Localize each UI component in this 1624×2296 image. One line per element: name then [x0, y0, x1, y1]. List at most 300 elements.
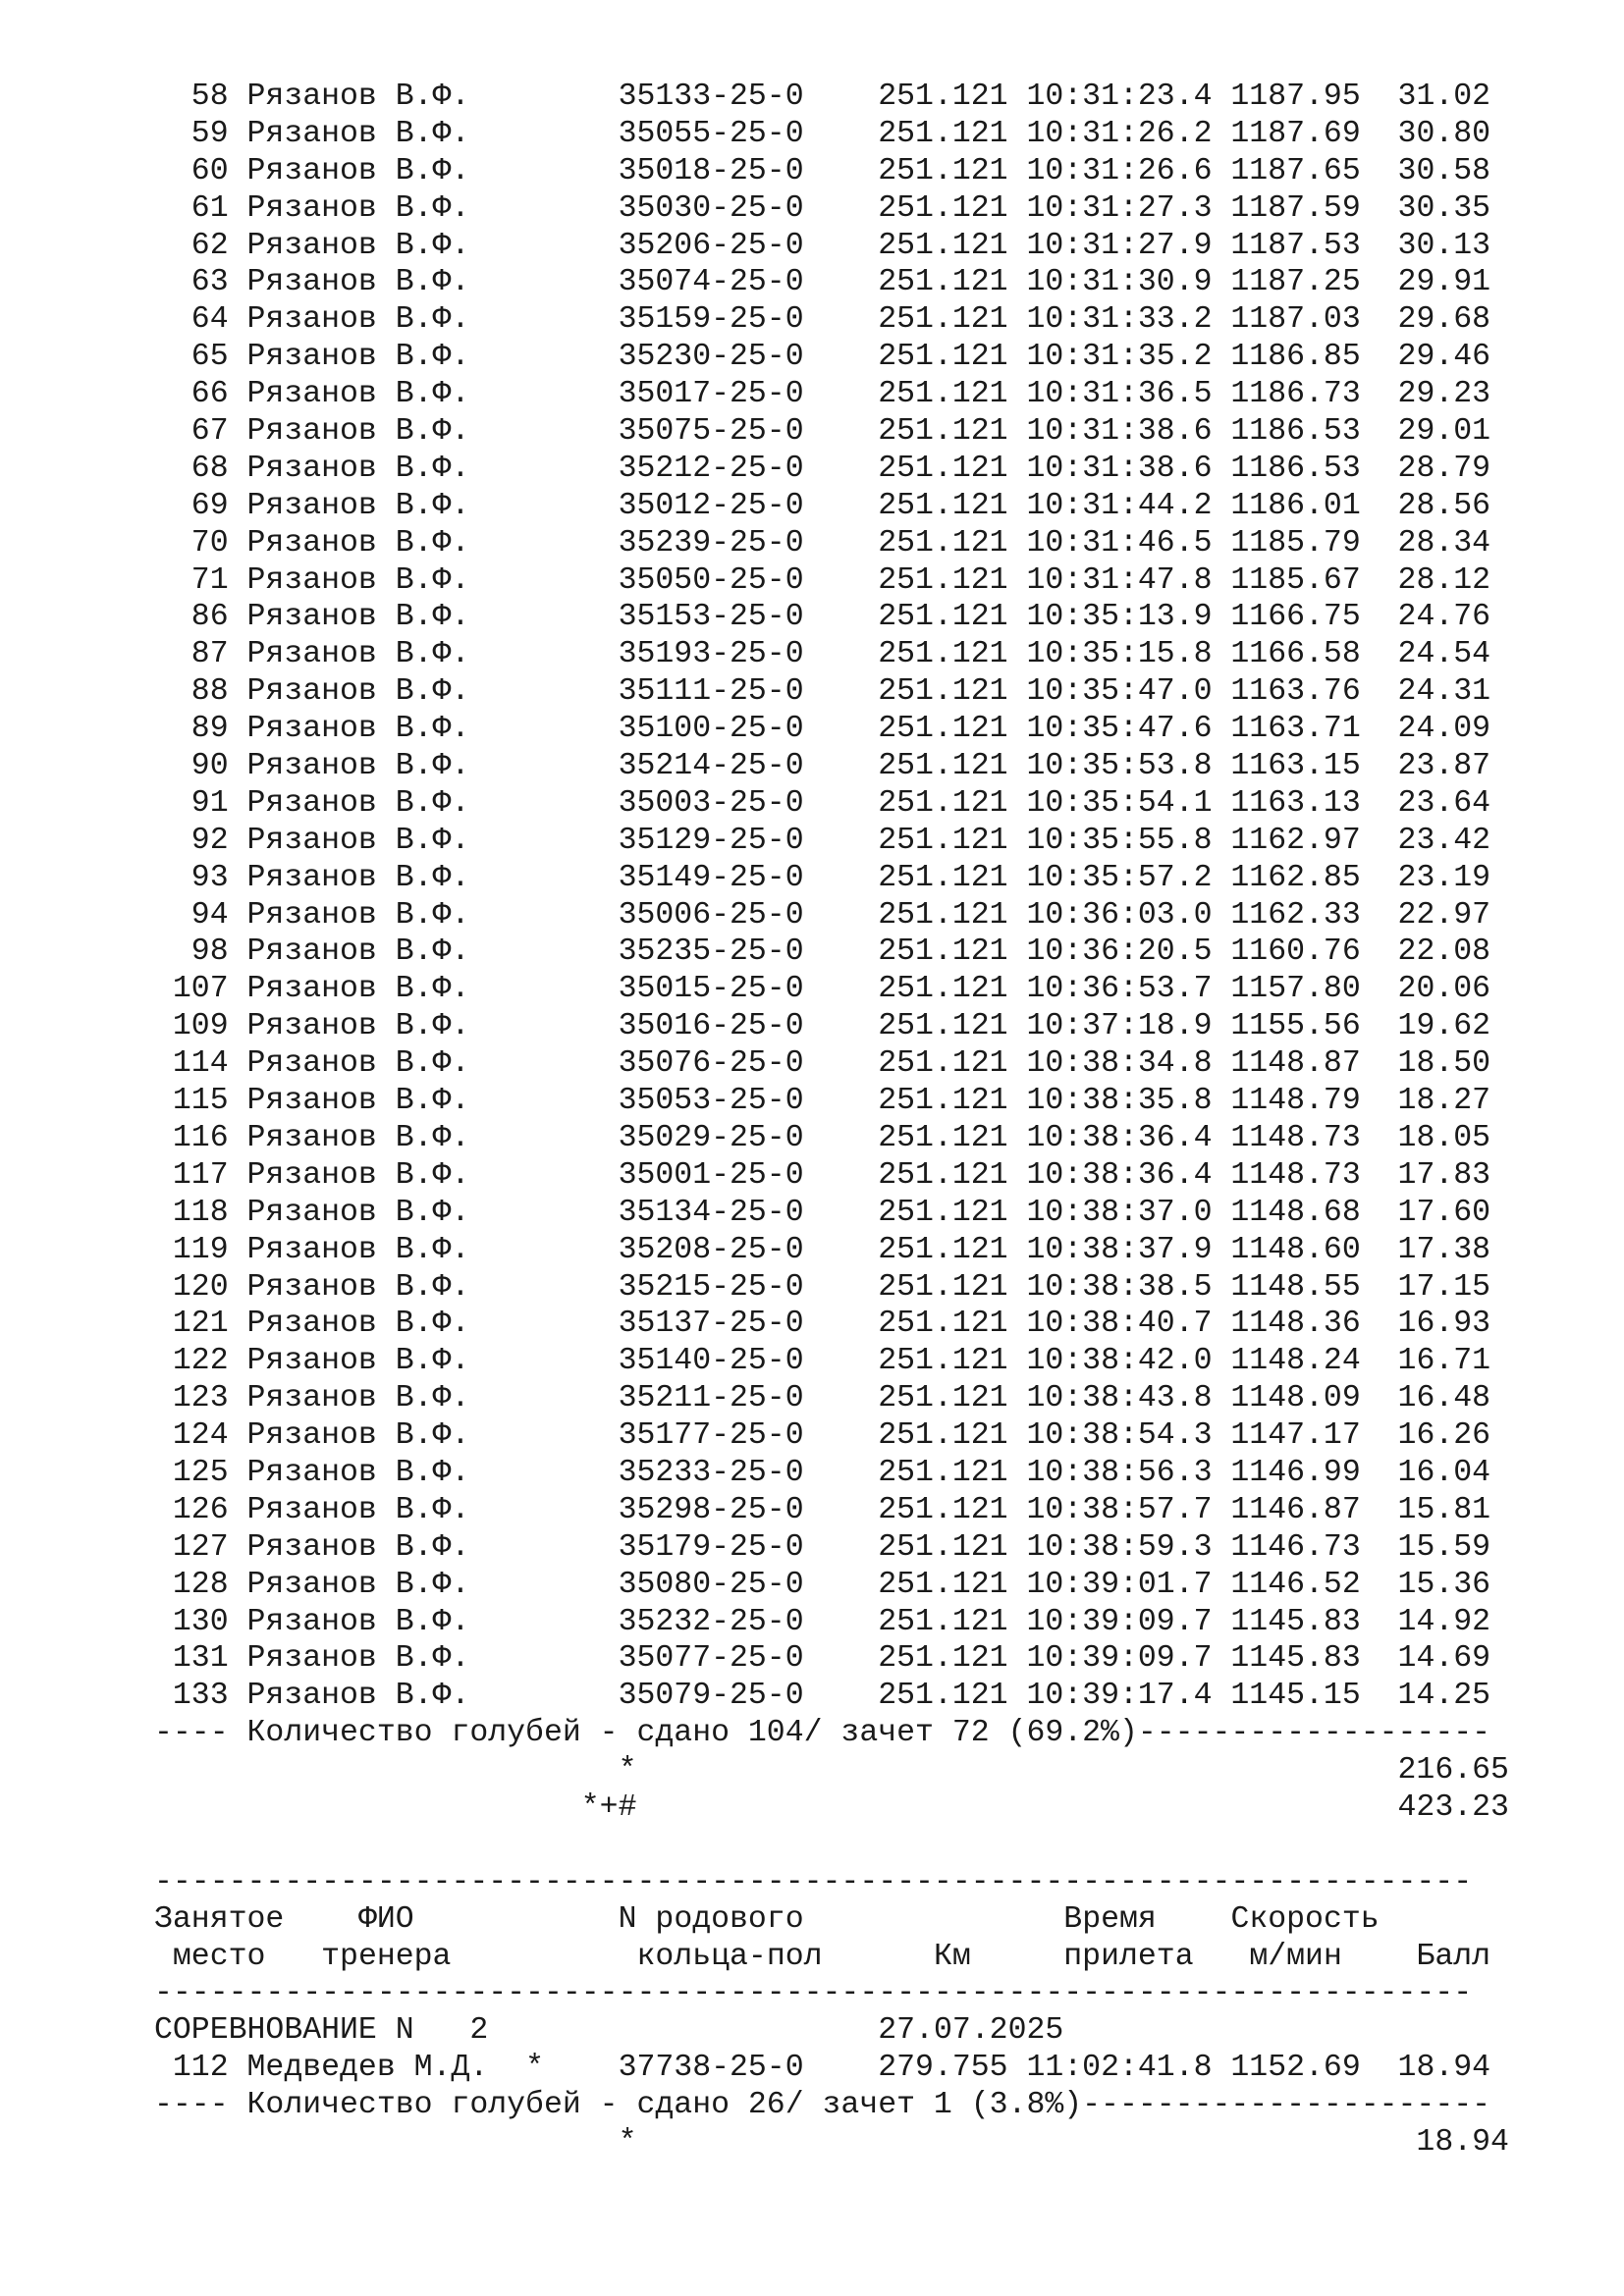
arrival-cell: 10:35:13.9: [1026, 600, 1231, 635]
header-ring-2: кольца-пол: [636, 1939, 823, 1974]
trainer-cell: Рязанов В.Ф.: [246, 265, 619, 300]
summary-starplus-line: [154, 1789, 1509, 1827]
header-speed-2: м/мин: [1249, 1939, 1342, 1974]
ring-cell: 35208-25-0: [618, 1232, 879, 1267]
arrival-cell: 10:39:09.7: [1026, 1641, 1231, 1677]
points-cell: 15.59: [1379, 1529, 1491, 1565]
distance-cell: 251.121: [878, 1120, 1027, 1155]
points-cell: 17.38: [1379, 1232, 1491, 1267]
header-place: Занятое: [154, 1901, 285, 1937]
trainer-cell: Рязанов В.Ф.: [246, 1418, 619, 1454]
speed-cell: 1148.79: [1230, 1084, 1380, 1119]
distance-cell: 251.121: [878, 414, 1027, 450]
trainer-cell: Рязанов В.Ф.: [246, 1195, 619, 1230]
table-row: [154, 451, 1509, 488]
competition-summary-star-line: [154, 2124, 1509, 2162]
ring-cell: 35215-25-0: [618, 1269, 879, 1305]
place-cell: 98: [154, 934, 247, 970]
arrival-cell: 10:38:42.0: [1026, 1344, 1231, 1379]
distance-cell: 251.121: [878, 1567, 1027, 1602]
competition-table: [154, 2050, 1509, 2087]
arrival-cell: 10:39:01.7: [1026, 1567, 1231, 1602]
trainer-cell: Рязанов В.Ф.: [246, 674, 619, 710]
trainer-cell: Рязанов В.Ф.: [246, 1344, 619, 1379]
arrival-cell: 10:38:38.5: [1026, 1269, 1231, 1305]
points-cell: 31.02: [1379, 80, 1491, 114]
ring-cell: 35030-25-0: [618, 190, 879, 226]
speed-cell: 1166.58: [1230, 637, 1380, 672]
distance-cell: 251.121: [878, 749, 1027, 784]
distance-cell: 251.121: [878, 1492, 1027, 1527]
table-row: [154, 934, 1509, 971]
table-row: [154, 1380, 1509, 1417]
points-cell: 28.34: [1379, 525, 1491, 561]
speed-cell: 1162.85: [1230, 860, 1380, 895]
header-time-2: прилета: [1063, 1939, 1194, 1974]
table-row: [154, 1008, 1509, 1045]
speed-cell: 1148.73: [1230, 1120, 1380, 1155]
header-ring: N родового: [618, 1901, 804, 1937]
arrival-cell: 10:38:37.9: [1026, 1232, 1231, 1267]
table-row: [154, 1232, 1509, 1269]
trainer-cell: Рязанов В.Ф.: [246, 1567, 619, 1602]
trainer-cell: Рязанов В.Ф.: [246, 712, 619, 747]
points-cell: 23.19: [1379, 860, 1491, 895]
distance-cell: 251.121: [878, 600, 1027, 635]
points-cell: 28.56: [1379, 488, 1491, 523]
speed-cell: 1185.67: [1230, 562, 1380, 598]
table-row: [154, 339, 1509, 376]
speed-cell: 1166.75: [1230, 600, 1380, 635]
place-cell: 118: [154, 1195, 247, 1230]
speed-cell: 1155.56: [1230, 1009, 1380, 1044]
table-row: [154, 1567, 1509, 1604]
table-row: [154, 190, 1509, 228]
place-cell: 114: [154, 1046, 247, 1082]
points-cell: 23.87: [1379, 749, 1491, 784]
trainer-cell: Рязанов В.Ф.: [246, 302, 619, 338]
ring-cell: 35214-25-0: [618, 749, 879, 784]
arrival-cell: 10:31:27.9: [1026, 228, 1231, 263]
trainer-cell: Рязанов В.Ф.: [246, 340, 619, 375]
distance-cell: 251.121: [878, 265, 1027, 300]
competition-number: 2: [469, 2013, 489, 2049]
distance-cell: 251.121: [878, 1195, 1027, 1230]
place-cell: 130: [154, 1604, 247, 1639]
place-cell: 116: [154, 1120, 247, 1155]
arrival-cell: 10:36:03.0: [1026, 897, 1231, 933]
summary-star-line: [154, 1752, 1509, 1789]
ring-cell: 35211-25-0: [618, 1381, 879, 1416]
points-cell: 24.54: [1379, 637, 1491, 672]
distance-cell: 251.121: [878, 712, 1027, 747]
header-name-2: тренера: [321, 1939, 452, 1974]
speed-cell: 1148.60: [1230, 1232, 1380, 1267]
table-row: [154, 525, 1509, 562]
place-cell: 131: [154, 1641, 247, 1677]
ring-cell: 35137-25-0: [618, 1307, 879, 1342]
competition-summary-count: Количество голубей - сдано 26/ зачет 1 (3.8%): [246, 2088, 1083, 2123]
trainer-cell: Рязанов В.Ф.: [246, 1381, 619, 1416]
place-cell: 59: [154, 116, 247, 151]
arrival-cell: 10:36:53.7: [1026, 972, 1231, 1007]
points-cell: 22.97: [1379, 897, 1491, 933]
speed-cell: 1186.01: [1230, 488, 1380, 523]
trainer-cell: Рязанов В.Ф.: [246, 451, 619, 486]
arrival-cell: 10:31:26.2: [1026, 116, 1231, 151]
speed-cell: 1145.83: [1230, 1604, 1380, 1639]
distance-cell: 251.121: [878, 190, 1027, 226]
speed-cell: 1148.55: [1230, 1269, 1380, 1305]
speed-cell: 1163.13: [1230, 785, 1380, 821]
arrival-cell: 10:38:35.8: [1026, 1084, 1231, 1119]
ring-cell: 35239-25-0: [618, 525, 879, 561]
points-cell: 29.23: [1379, 377, 1491, 412]
points-cell: 29.46: [1379, 340, 1491, 375]
ring-cell: 35077-25-0: [618, 1641, 879, 1677]
distance-cell: 251.121: [878, 637, 1027, 672]
trainer-cell: Рязанов В.Ф.: [246, 190, 619, 226]
points-cell: 18.27: [1379, 1084, 1491, 1119]
star-mark: *: [525, 2051, 619, 2086]
points-cell: 14.92: [1379, 1604, 1491, 1639]
speed-cell: 1148.68: [1230, 1195, 1380, 1230]
place-cell: 70: [154, 525, 247, 561]
distance-cell: 251.121: [878, 860, 1027, 895]
distance-cell: 251.121: [878, 1232, 1027, 1267]
trainer-cell: Рязанов В.Ф.: [246, 116, 619, 151]
points-cell: 24.09: [1379, 712, 1491, 747]
ring-cell: 35001-25-0: [618, 1157, 879, 1193]
trainer-cell: Рязанов В.Ф.: [246, 823, 619, 858]
ring-cell: 35080-25-0: [618, 1567, 879, 1602]
place-cell: 69: [154, 488, 247, 523]
speed-cell: 1187.69: [1230, 116, 1380, 151]
speed-cell: 1186.85: [1230, 340, 1380, 375]
points-cell: 15.36: [1379, 1567, 1491, 1602]
trainer-cell: Рязанов В.Ф.: [246, 153, 619, 188]
table-row: [154, 116, 1509, 153]
speed-cell: 1187.53: [1230, 228, 1380, 263]
table-row: [154, 860, 1509, 897]
points-cell: 16.93: [1379, 1307, 1491, 1342]
place-cell: 88: [154, 674, 247, 710]
trainer-cell: Рязанов В.Ф.: [246, 860, 619, 895]
ring-cell: 35206-25-0: [618, 228, 879, 263]
speed-cell: 1145.83: [1230, 1641, 1380, 1677]
trainer-cell: Рязанов В.Ф.: [246, 1120, 619, 1155]
column-header-line-1: [154, 1901, 1509, 1939]
speed-cell: 1187.59: [1230, 190, 1380, 226]
arrival-cell: 10:31:27.3: [1026, 190, 1231, 226]
competition-summary-marker: *: [618, 2124, 637, 2160]
distance-cell: 251.121: [878, 1269, 1027, 1305]
table-row: [154, 1306, 1509, 1343]
place-cell: 65: [154, 340, 247, 375]
trainer-cell: Рязанов В.Ф.: [246, 562, 619, 598]
header-name: ФИО: [357, 1901, 414, 1937]
competition-line: [154, 2012, 1509, 2050]
speed-cell: 1160.76: [1230, 934, 1380, 970]
place-cell: 63: [154, 265, 247, 300]
distance-cell: 251.121: [878, 1679, 1027, 1714]
ring-cell: 35012-25-0: [618, 488, 879, 523]
speed-cell: 1145.15: [1230, 1679, 1380, 1714]
place-cell: 58: [154, 80, 247, 114]
trainer-cell: Рязанов В.Ф.: [246, 1604, 619, 1639]
trainer-cell: Рязанов В.Ф.: [246, 1679, 619, 1714]
speed-cell: 1186.53: [1230, 451, 1380, 486]
summary-star-marker: *: [618, 1753, 637, 1789]
distance-cell: 251.121: [878, 674, 1027, 710]
arrival-cell: 10:35:53.8: [1026, 749, 1231, 784]
points-cell: 20.06: [1379, 972, 1491, 1007]
table-row: [154, 1455, 1509, 1492]
points-cell: 29.01: [1379, 414, 1491, 450]
points-cell: 30.80: [1379, 116, 1491, 151]
speed-cell: 1146.99: [1230, 1455, 1380, 1490]
competition-title: СОРЕВНОВАНИЕ N: [154, 2013, 414, 2049]
speed-cell: 1187.25: [1230, 265, 1380, 300]
trainer-cell: Рязанов В.Ф.: [246, 414, 619, 450]
trainer-cell: Рязанов В.Ф.: [246, 80, 619, 114]
speed-cell: 1186.53: [1230, 414, 1380, 450]
ring-cell: 35230-25-0: [618, 340, 879, 375]
table-row: [154, 562, 1509, 600]
distance-cell: 251.121: [878, 116, 1027, 151]
place-cell: 87: [154, 637, 247, 672]
place-cell: 91: [154, 785, 247, 821]
speed-cell: 1163.71: [1230, 712, 1380, 747]
place-cell: 86: [154, 600, 247, 635]
speed-cell: 1148.87: [1230, 1046, 1380, 1082]
distance-cell: 251.121: [878, 488, 1027, 523]
speed-cell: 1163.76: [1230, 674, 1380, 710]
header-bottom-rule: -----------------------------------------------------------------------: [154, 1976, 1473, 2011]
distance-cell: 251.121: [878, 1418, 1027, 1454]
speed-cell: 1185.79: [1230, 525, 1380, 561]
table-row: [154, 1417, 1509, 1455]
column-header-line-2: [154, 1939, 1509, 1976]
table-row: [154, 2050, 1509, 2087]
distance-cell: 251.121: [878, 1046, 1027, 1082]
ring-cell: 35212-25-0: [618, 451, 879, 486]
arrival-cell: 11:02:41.8: [1026, 2051, 1231, 2086]
speed-cell: 1162.33: [1230, 897, 1380, 933]
speed-cell: 1146.87: [1230, 1492, 1380, 1527]
speed-cell: 1148.36: [1230, 1307, 1380, 1342]
table-row: [154, 673, 1509, 711]
points-cell: 16.04: [1379, 1455, 1491, 1490]
points-cell: 16.71: [1379, 1344, 1491, 1379]
arrival-cell: 10:39:17.4: [1026, 1679, 1231, 1714]
points-cell: 28.79: [1379, 451, 1491, 486]
place-cell: 124: [154, 1418, 247, 1454]
arrival-cell: 10:35:47.0: [1026, 674, 1231, 710]
ring-cell: 35050-25-0: [618, 562, 879, 598]
arrival-cell: 10:38:54.3: [1026, 1418, 1231, 1454]
table-row: [154, 785, 1509, 823]
ring-cell: 35129-25-0: [618, 823, 879, 858]
points-cell: 17.83: [1379, 1157, 1491, 1193]
table-row: [154, 1120, 1509, 1157]
place-cell: 117: [154, 1157, 247, 1193]
speed-cell: 1187.65: [1230, 153, 1380, 188]
table-row: [154, 488, 1509, 525]
ring-cell: 35235-25-0: [618, 934, 879, 970]
results-document: [154, 79, 1509, 2162]
trainer-cell: Рязанов В.Ф.: [246, 1641, 619, 1677]
place-cell: 109: [154, 1009, 247, 1044]
place-cell: 92: [154, 823, 247, 858]
speed-cell: 1148.24: [1230, 1344, 1380, 1379]
distance-cell: 251.121: [878, 972, 1027, 1007]
summary-star-value: 216.65: [1397, 1753, 1509, 1789]
speed-cell: 1187.95: [1230, 80, 1380, 114]
place-cell: 107: [154, 972, 247, 1007]
ring-cell: 37738-25-0: [618, 2051, 879, 2086]
ring-cell: 35153-25-0: [618, 600, 879, 635]
table-row: [154, 228, 1509, 265]
arrival-cell: 10:31:23.4: [1026, 80, 1231, 114]
trainer-cell: Рязанов В.Ф.: [246, 972, 619, 1007]
table-row: [154, 599, 1509, 636]
distance-cell: 251.121: [878, 1307, 1027, 1342]
place-cell: 61: [154, 190, 247, 226]
ring-cell: 35111-25-0: [618, 674, 879, 710]
arrival-cell: 10:35:47.6: [1026, 712, 1231, 747]
speed-cell: 1163.15: [1230, 749, 1380, 784]
arrival-cell: 10:38:37.0: [1026, 1195, 1231, 1230]
speed-cell: 1162.97: [1230, 823, 1380, 858]
arrival-cell: 10:38:36.4: [1026, 1157, 1231, 1193]
place-cell: 93: [154, 860, 247, 895]
arrival-cell: 10:38:43.8: [1026, 1381, 1231, 1416]
trainer-cell: Рязанов В.Ф.: [246, 1009, 619, 1044]
points-cell: 30.58: [1379, 153, 1491, 188]
distance-cell: 251.121: [878, 785, 1027, 821]
points-cell: 16.48: [1379, 1381, 1491, 1416]
points-cell: 19.62: [1379, 1009, 1491, 1044]
header-speed: Скорость: [1230, 1901, 1380, 1937]
distance-cell: 251.121: [878, 1641, 1027, 1677]
trainer-cell: Рязанов В.Ф.: [246, 228, 619, 263]
distance-cell: 251.121: [878, 562, 1027, 598]
ring-cell: 35159-25-0: [618, 302, 879, 338]
trainer-cell: Рязанов В.Ф.: [246, 525, 619, 561]
table-row: [154, 413, 1509, 451]
trainer-cell: Рязанов В.Ф.: [246, 637, 619, 672]
place-cell: 122: [154, 1344, 247, 1379]
arrival-cell: 10:31:36.5: [1026, 377, 1231, 412]
table-row: [154, 897, 1509, 934]
points-cell: 17.15: [1379, 1269, 1491, 1305]
ring-cell: 35193-25-0: [618, 637, 879, 672]
table-row: [154, 748, 1509, 785]
ring-cell: 35017-25-0: [618, 377, 879, 412]
ring-cell: 35079-25-0: [618, 1679, 879, 1714]
place-cell: 112: [154, 2051, 247, 2086]
place-cell: 67: [154, 414, 247, 450]
arrival-cell: 10:31:47.8: [1026, 562, 1231, 598]
header-points: Балл: [1416, 1939, 1491, 1974]
table-row: [154, 1157, 1509, 1195]
summary-starplus-value: 423.23: [1397, 1789, 1509, 1825]
table-row: [154, 153, 1509, 190]
table-row: [154, 1343, 1509, 1380]
ring-cell: 35006-25-0: [618, 897, 879, 933]
table-row: [154, 636, 1509, 673]
speed-cell: 1157.80: [1230, 972, 1380, 1007]
trainer-cell: Рязанов В.Ф.: [246, 377, 619, 412]
points-cell: 17.60: [1379, 1195, 1491, 1230]
header-km: Км: [933, 1939, 971, 1974]
speed-cell: 1147.17: [1230, 1418, 1380, 1454]
trainer-cell: Рязанов В.Ф.: [246, 1046, 619, 1082]
table-row: [154, 1492, 1509, 1529]
points-cell: 30.35: [1379, 190, 1491, 226]
ring-cell: 35149-25-0: [618, 860, 879, 895]
table-row: [154, 823, 1509, 860]
distance-cell: 251.121: [878, 377, 1027, 412]
points-cell: 18.05: [1379, 1120, 1491, 1155]
points-cell: 28.12: [1379, 562, 1491, 598]
table-row: [154, 301, 1509, 339]
distance-cell: 251.121: [878, 228, 1027, 263]
distance-cell: 251.121: [878, 1604, 1027, 1639]
place-cell: 60: [154, 153, 247, 188]
points-cell: 15.81: [1379, 1492, 1491, 1527]
ring-cell: 35076-25-0: [618, 1046, 879, 1082]
points-cell: 29.68: [1379, 302, 1491, 338]
distance-cell: 251.121: [878, 1455, 1027, 1490]
place-cell: 133: [154, 1679, 247, 1714]
place-cell: 71: [154, 562, 247, 598]
arrival-cell: 10:35:57.2: [1026, 860, 1231, 895]
arrival-cell: 10:39:09.7: [1026, 1604, 1231, 1639]
table-row: [154, 1083, 1509, 1120]
arrival-cell: 10:35:54.1: [1026, 785, 1231, 821]
trainer-cell: Рязанов В.Ф.: [246, 1232, 619, 1267]
blank-line: [154, 1827, 1509, 1864]
trainer-cell: Рязанов В.Ф.: [246, 1492, 619, 1527]
ring-cell: 35003-25-0: [618, 785, 879, 821]
trainer-cell: Рязанов В.Ф.: [246, 785, 619, 821]
arrival-cell: 10:38:34.8: [1026, 1046, 1231, 1082]
distance-cell: 251.121: [878, 1529, 1027, 1565]
summary-count-text: Количество голубей - сдано 104/ зачет 72 (69.2%): [246, 1716, 1138, 1751]
arrival-cell: 10:38:59.3: [1026, 1529, 1231, 1565]
header-time: Время: [1063, 1901, 1157, 1937]
speed-cell: 1187.03: [1230, 302, 1380, 338]
table-row: [154, 1195, 1509, 1232]
arrival-cell: 10:31:46.5: [1026, 525, 1231, 561]
points-cell: 14.69: [1379, 1641, 1491, 1677]
speed-cell: 1152.69: [1230, 2051, 1380, 2086]
trainer-cell: Рязанов В.Ф.: [246, 1269, 619, 1305]
table-row: [154, 376, 1509, 413]
place-cell: 125: [154, 1455, 247, 1490]
place-cell: 119: [154, 1232, 247, 1267]
arrival-cell: 10:35:15.8: [1026, 637, 1231, 672]
ring-cell: 35018-25-0: [618, 153, 879, 188]
table-row: [154, 711, 1509, 748]
ring-cell: 35233-25-0: [618, 1455, 879, 1490]
speed-cell: 1146.73: [1230, 1529, 1380, 1565]
trainer-cell: Рязанов В.Ф.: [246, 1455, 619, 1490]
distance-cell: 251.121: [878, 1344, 1027, 1379]
competition-summary-line: ---- Количество голубей - сдано 26/ зачет 1 (3.8%)----------------------: [154, 2088, 1491, 2123]
